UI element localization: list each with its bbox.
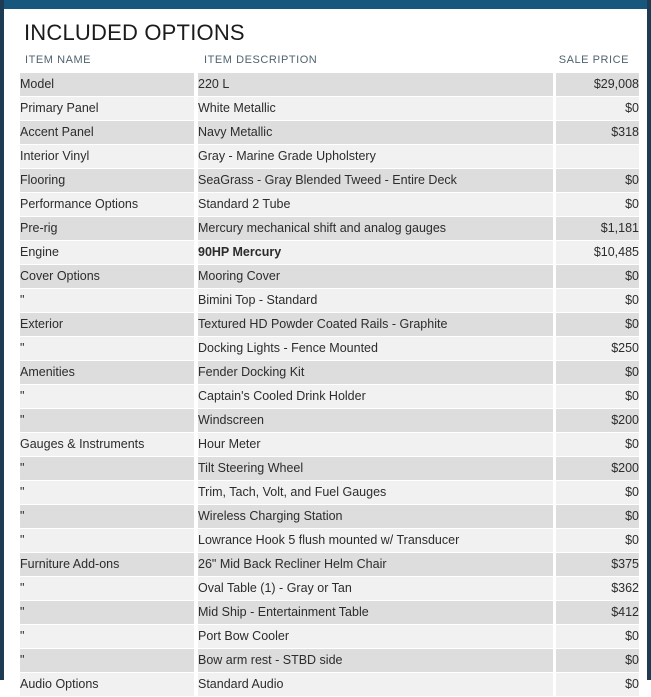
cell-item-name: Audio Options (20, 673, 194, 697)
cell-sale-price: $0 (556, 193, 639, 217)
cell-sale-price: $0 (556, 313, 639, 337)
cell-item-description: White Metallic (198, 97, 553, 121)
cell-item-description: Docking Lights - Fence Mounted (198, 337, 553, 361)
column-header-sale-price: SALE PRICE (556, 51, 639, 73)
cell-item-name: Primary Panel (20, 97, 194, 121)
cell-item-description: Gray - Marine Grade Upholstery (198, 145, 553, 169)
cell-sale-price: $0 (556, 385, 639, 409)
cell-sale-price (556, 145, 639, 169)
cell-sale-price: $0 (556, 289, 639, 313)
cell-item-name: " (20, 649, 194, 673)
table-row (20, 145, 639, 169)
cell-sale-price: $318 (556, 121, 639, 145)
table-row (20, 97, 639, 121)
table-row (20, 481, 639, 505)
cell-item-description: Mooring Cover (198, 265, 553, 289)
cell-item-name: Accent Panel (20, 121, 194, 145)
table-header (20, 51, 639, 73)
cell-item-description: 220 L (198, 73, 553, 97)
table-row (20, 457, 639, 481)
cell-item-name: Amenities (20, 361, 194, 385)
cell-sale-price: $0 (556, 97, 639, 121)
table-row (20, 673, 639, 697)
cell-item-description: Bimini Top - Standard (198, 289, 553, 313)
table-row (20, 337, 639, 361)
table-row (20, 265, 639, 289)
cell-sale-price: $0 (556, 529, 639, 553)
cell-item-name: Exterior (20, 313, 194, 337)
table-row (20, 241, 639, 265)
cell-sale-price: $0 (556, 649, 639, 673)
cell-item-description: Standard Audio (198, 673, 553, 697)
cell-item-description: Oval Table (1) - Gray or Tan (198, 577, 553, 601)
cell-item-name: Performance Options (20, 193, 194, 217)
cell-item-name: " (20, 385, 194, 409)
cell-item-description: Port Bow Cooler (198, 625, 553, 649)
cell-item-name: " (20, 577, 194, 601)
table-row (20, 625, 639, 649)
table-row (20, 169, 639, 193)
cell-item-name: " (20, 337, 194, 361)
cell-item-description: 90HP Mercury (198, 241, 553, 265)
cell-item-description: 26" Mid Back Recliner Helm Chair (198, 553, 553, 577)
cell-item-name: Cover Options (20, 265, 194, 289)
table-row (20, 577, 639, 601)
table-row (20, 649, 639, 673)
cell-item-description: Lowrance Hook 5 flush mounted w/ Transducer (198, 529, 553, 553)
table-row (20, 505, 639, 529)
cell-sale-price: $0 (556, 481, 639, 505)
cell-item-name: Engine (20, 241, 194, 265)
cell-item-description: Mercury mechanical shift and analog gauges (198, 217, 553, 241)
table-row (20, 73, 639, 97)
table-row (20, 409, 639, 433)
table-row (20, 217, 639, 241)
cell-item-description: Navy Metallic (198, 121, 553, 145)
cell-sale-price: $250 (556, 337, 639, 361)
panel-content (4, 20, 647, 697)
cell-item-name: " (20, 601, 194, 625)
table-body (20, 73, 639, 697)
cell-item-description: Fender Docking Kit (198, 361, 553, 385)
cell-item-name: " (20, 529, 194, 553)
cell-sale-price: $1,181 (556, 217, 639, 241)
cell-item-name: Pre-rig (20, 217, 194, 241)
table-row (20, 385, 639, 409)
cell-sale-price: $362 (556, 577, 639, 601)
table-row (20, 121, 639, 145)
cell-sale-price: $0 (556, 625, 639, 649)
cell-item-description: Trim, Tach, Volt, and Fuel Gauges (198, 481, 553, 505)
table-row (20, 193, 639, 217)
cell-item-name: " (20, 289, 194, 313)
cell-item-name: " (20, 457, 194, 481)
cell-item-name: " (20, 409, 194, 433)
cell-sale-price: $412 (556, 601, 639, 625)
cell-sale-price: $0 (556, 169, 639, 193)
page-title: INCLUDED OPTIONS (24, 20, 245, 45)
table-row (20, 553, 639, 577)
cell-item-description: Windscreen (198, 409, 553, 433)
cell-sale-price: $200 (556, 409, 639, 433)
cell-sale-price: $29,008 (556, 73, 639, 97)
cell-item-description: Textured HD Powder Coated Rails - Graphite (198, 313, 553, 337)
cell-sale-price: $0 (556, 505, 639, 529)
cell-item-name: " (20, 505, 194, 529)
cell-item-name: Model (20, 73, 194, 97)
cell-sale-price: $0 (556, 433, 639, 457)
column-header-item-name: ITEM NAME (20, 51, 194, 73)
table-row (20, 529, 639, 553)
cell-sale-price: $200 (556, 457, 639, 481)
cell-sale-price: $0 (556, 361, 639, 385)
cell-item-description: Hour Meter (198, 433, 553, 457)
cell-item-name: " (20, 625, 194, 649)
table-row (20, 289, 639, 313)
cell-sale-price: $0 (556, 673, 639, 697)
cell-item-name: Gauges & Instruments (20, 433, 194, 457)
cell-item-description: Captain's Cooled Drink Holder (198, 385, 553, 409)
cell-item-description: Tilt Steering Wheel (198, 457, 553, 481)
cell-item-name: Interior Vinyl (20, 145, 194, 169)
cell-item-description: Mid Ship - Entertainment Table (198, 601, 553, 625)
included-options-table (20, 51, 639, 697)
cell-sale-price: $375 (556, 553, 639, 577)
cell-item-description: SeaGrass - Gray Blended Tweed - Entire Deck (198, 169, 553, 193)
table-header-row (20, 51, 639, 73)
column-header-item-description: ITEM DESCRIPTION (198, 51, 553, 73)
cell-sale-price: $0 (556, 265, 639, 289)
top-accent-bar (4, 0, 647, 10)
table-row (20, 361, 639, 385)
table-row (20, 601, 639, 625)
table-row (20, 433, 639, 457)
cell-item-description: Standard 2 Tube (198, 193, 553, 217)
cell-item-name: " (20, 481, 194, 505)
cell-item-name: Furniture Add-ons (20, 553, 194, 577)
table-row (20, 313, 639, 337)
cell-sale-price: $10,485 (556, 241, 639, 265)
cell-item-description: Bow arm rest - STBD side (198, 649, 553, 673)
cell-item-name: Flooring (20, 169, 194, 193)
cell-item-description: Wireless Charging Station (198, 505, 553, 529)
